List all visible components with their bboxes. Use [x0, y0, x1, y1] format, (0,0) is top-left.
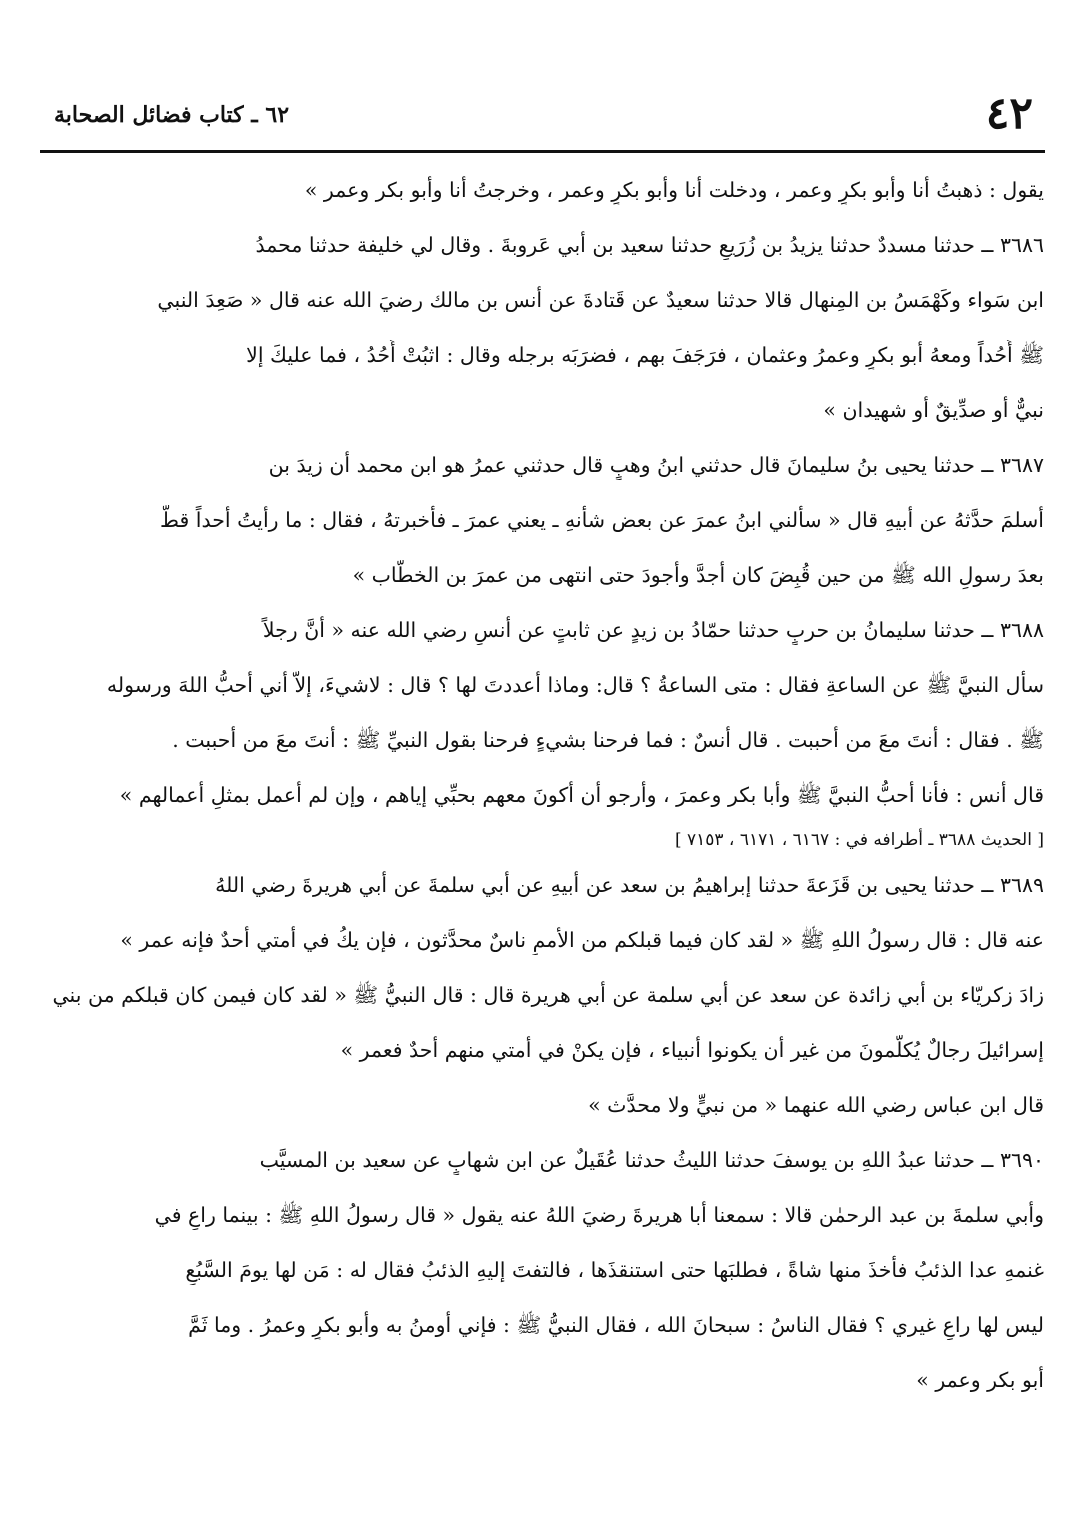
text-line: ﷺ أُحُداً ومعهُ أبو بكرٍ وعمرُ وعثمان ، فرَجَفَ بهم ، فضرَبَه برجله وقال : اثبُتْ أُحُدُ ، فما عليكَ إلا — [246, 343, 1044, 367]
hadith-3690-line: ٣٦٩٠ ــ حدثنا عبدُ اللهِ بن يوسفَ حدثنا الليثُ حدثنا عُقَيلٌ عن ابن شهابٍ عن سعيد بن المسيَّب — [259, 1148, 1044, 1172]
hadith-3689-line: ٣٦٨٩ ــ حدثنا يحيى بن قَزَعةَ حدثنا إبراهيمُ بن سعد عن أبيهِ عن أبي سلمةَ عن أبي هريرةَ رضي اللهُ — [215, 873, 1044, 897]
text-line: وأبي سلمةَ بن عبد الرحمٰن قالا : سمعنا أبا هريرةَ رضيَ اللهُ عنه يقول « قال رسولُ اللهِ ﷺ : بينما راعٍ في — [154, 1203, 1044, 1227]
text-line: بعدَ رسولِ الله ﷺ من حين قُبِضَ كان أجدَّ وأجودَ حتى انتهى من عمرَ بن الخطّاب » — [352, 563, 1044, 587]
hadith-3686-line: ٣٦٨٦ ــ حدثنا مسددٌ حدثنا يزيدُ بن زُرَيعٍ حدثنا سعيد بن أبي عَروبةَ . وقال لي خليفة حدثنا محمدُ — [255, 233, 1044, 257]
text-line: غنمهِ عدا الذئبُ فأخذَ منها شاةً ، فطلبَها حتى استنقذَها ، فالتفتَ إليهِ الذئبُ فقال له : مَن لها يومَ السَّبُعِ — [185, 1258, 1044, 1282]
text-line: يقول : ذهبتُ أنا وأبو بكرٍ وعمر ، ودخلت أنا وأبو بكرٍ وعمر ، وخرجتُ أنا وأبو بكر وعمر » — [304, 178, 1044, 202]
text-line: أبو بكر وعمر » — [916, 1368, 1044, 1392]
text-line: إسرائيلَ رجالٌ يُكلَّمونَ من غير أن يكونوا أنبياء ، فإن يكنْ في أمتي منهم أحدٌ فعمر » — [340, 1038, 1044, 1062]
text-line: ليس لها راعٍ غيري ؟ فقال الناسُ : سبحانَ الله ، فقال النبيُّ ﷺ : فإني أومنُ به وأبو بكرٍ وعمرُ . وما ثَمَّ — [188, 1313, 1044, 1337]
text-line: زادَ زكريّاء بن أبي زائدة عن سعد عن أبي سلمة عن أبي هريرة قال : قال النبيُّ ﷺ « لقد كان فيمن كان قبلكم من بني — [52, 983, 1044, 1007]
hadith-reference: [ الحديث ٣٦٨٨ ـ أطرافه في : ٦١٦٧ ، ٦١٧١ ، ٧١٥٣ ] — [674, 830, 1044, 850]
page-number: ٤٢ — [985, 88, 1033, 139]
book-title: ٦٢ ـ كتاب فضائل الصحابة — [54, 102, 290, 128]
text-line: ابن سَواء وكَهْمَسُ بن المِنهال قالا حدثنا سعيدٌ عن قَتادةَ عن أنس بن مالك رضيَ الله عنه قال « صَعِدَ النبي — [157, 288, 1044, 312]
hadith-3688-line: ٣٦٨٨ ــ حدثنا سليمانُ بن حربٍ حدثنا حمّادُ بن زيدٍ عن ثابتٍ عن أنسٍ رضي الله عنه « أنَّ رجلاً — [262, 618, 1044, 642]
text-line: نبيٌّ أو صدِّيقٌ أو شهيدان » — [823, 398, 1044, 422]
hadith-3687-line: ٣٦٨٧ ــ حدثنا يحيى بنُ سليمانَ قال حدثني ابنُ وهبٍ قال حدثني عمرُ هو ابن محمد أن زيدَ بن — [268, 453, 1044, 477]
page-header — [40, 88, 1045, 148]
text-line: قال ابن عباس رضي الله عنهما « من نبيٍّ ولا محدَّث » — [588, 1093, 1044, 1117]
header-divider — [40, 150, 1045, 153]
text-line: عنه قال : قال رسولُ اللهِ ﷺ « لقد كان فيما قبلكم من الأممِ ناسٌ محدَّثون ، فإن يكُ في أمتي أحدٌ فإنه عمر » — [120, 928, 1044, 952]
text-line: ﷺ . فقال : أنتَ معَ من أحببت . قال أنسٌ : فما فرحنا بشيءٍ فرحنا بقول النبيِّ ﷺ : أنتَ معَ من أحببت . — [172, 728, 1044, 752]
text-line: أسلمَ حدَّثهُ عن أبيهِ قال « سألني ابنُ عمرَ عن بعض شأنهِ ـ يعني عمرَ ـ فأخبرتهُ ، فقال : ما رأيتُ أحداً قطُّ — [160, 508, 1044, 532]
text-line: قال أنس : فأنا أحبُّ النبيَّ ﷺ وأبا بكر وعمرَ ، وأرجو أن أكونَ معهم بحبِّي إياهم ، وإن لم أعمل بمثلِ أعمالهم » — [119, 783, 1044, 807]
text-line: سأل النبيَّ ﷺ عن الساعةِ فقال : متى الساعةُ ؟ قال: وماذا أعددتَ لها ؟ قال : لاشيءَ، إلاّ أني أحبُّ اللهَ ورسوله — [106, 673, 1044, 697]
